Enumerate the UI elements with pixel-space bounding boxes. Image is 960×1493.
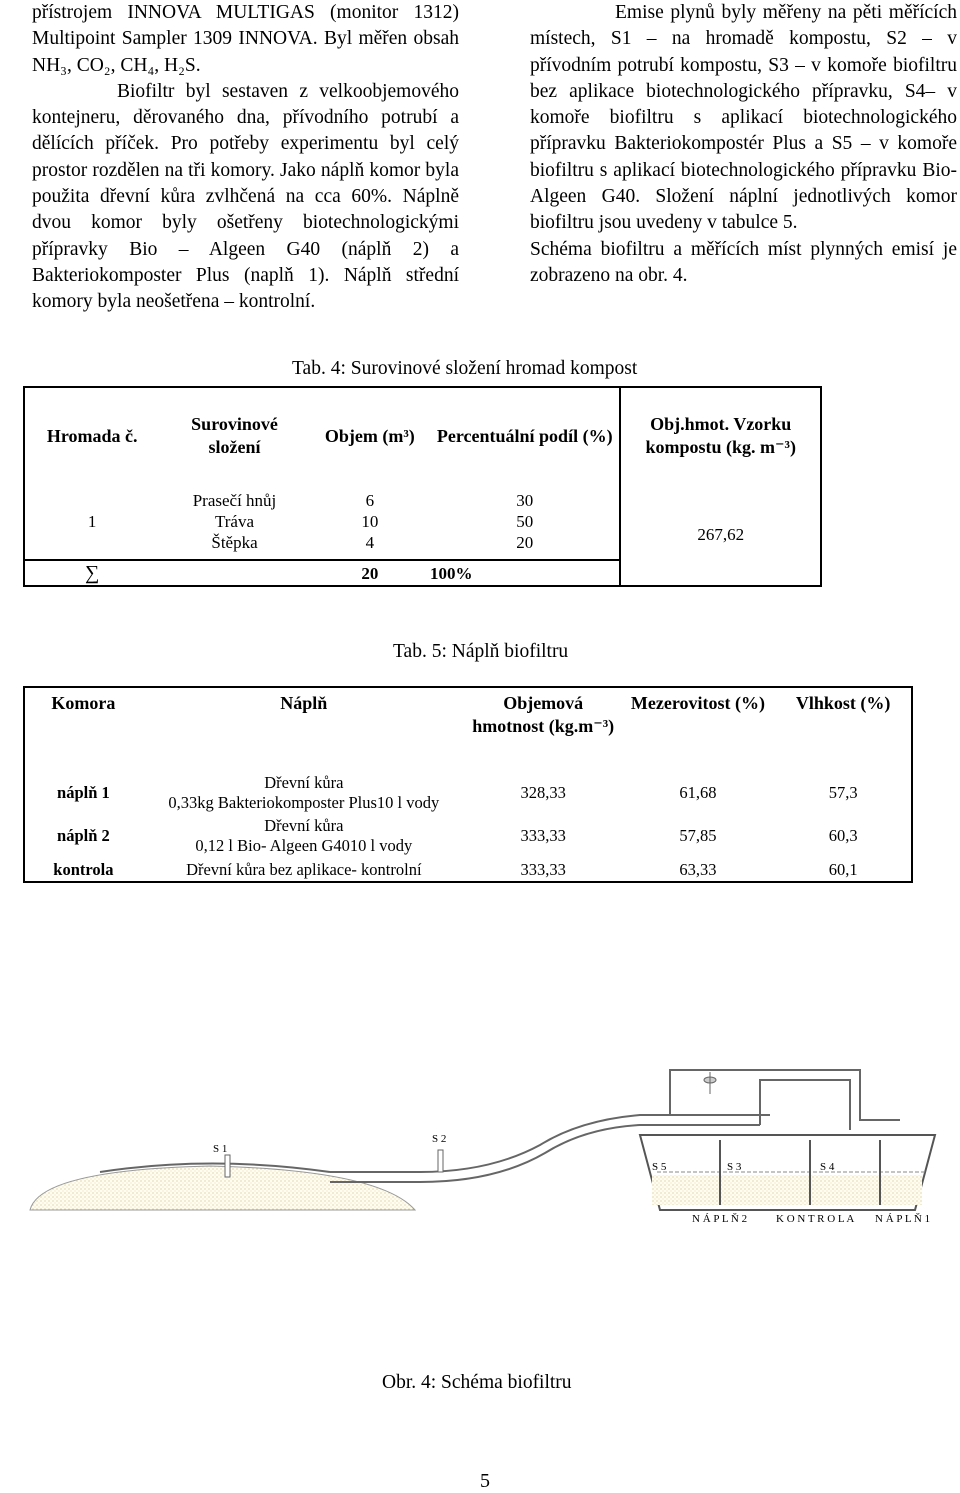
label-s2: S 2	[432, 1133, 447, 1145]
cell-moisture: 60,3	[828, 826, 858, 845]
table-header-row	[24, 387, 821, 484]
cell-percents	[430, 484, 620, 560]
cell-porosity: 57,85	[679, 826, 717, 845]
table-header-row	[24, 687, 912, 772]
cell-fill: Dřevní kůra bez aplikace- kontrolní	[186, 859, 422, 879]
table-biofilter-fill	[23, 686, 913, 883]
sum-symbol: ∑	[24, 560, 159, 586]
label-fill1: N Á P L Ň 1	[875, 1213, 931, 1225]
label-fill2: N Á P L Ň 2	[692, 1213, 748, 1225]
material-item: Tráva	[214, 512, 255, 531]
table5-caption: Tab. 5: Náplň biofiltru	[393, 641, 569, 662]
cell-porosity: 61,68	[679, 783, 717, 802]
th-percent: Percentuální podíl (%)	[436, 425, 613, 446]
label-control: K O N T R O L A	[776, 1213, 855, 1225]
s1-probe	[225, 1155, 230, 1177]
percent-item: 50	[516, 512, 534, 531]
th-composition: Surovinové složení	[191, 414, 278, 457]
th-volume: Objem (m³)	[324, 425, 415, 446]
left-column	[32, 0, 459, 316]
th-density: Obj.hmot. Vzorku kompostu (kg. m⁻³)	[620, 387, 821, 484]
cell-density: 267,62	[620, 484, 821, 586]
paragraph-emissions: Emise plynů byly měřeny na pěti měřících místech, S1 – na hromadě kompostu, S2 – v přívodním potrubí kompostu, S3 – v komoře biofiltru bez aplikace biotechnologického přípravku, S4– v komoře biofiltru s aplikací biotechnologického přípravku Bakteriokompostér Plus a S5 – v komoře biofiltru s aplikací biotechnologického přípravku Bio-Algeen G40. Složení náplní jednotlivých komor biofiltru jsou uvedeny v tabulce 5.	[530, 2, 957, 234]
volume-item: 4	[365, 533, 375, 552]
cell-fill	[142, 814, 466, 858]
table-row	[24, 772, 912, 814]
supply-pipe	[330, 1115, 770, 1172]
material-item: Prasečí hnůj	[192, 491, 277, 510]
table-row	[24, 484, 821, 560]
cell-materials	[159, 484, 309, 560]
th-porosity: Mezerovitost (%)	[630, 693, 765, 713]
fill-top: Dřevní kůra	[264, 773, 344, 792]
supply-pipe-inner	[330, 1125, 760, 1182]
page-number: 5	[480, 1470, 490, 1492]
fill-bottom: 0,12 l Bio- Algeen G4010 l vody	[195, 836, 413, 855]
cell-volumes	[310, 484, 430, 560]
th-moisture: Vlhkost (%)	[795, 693, 891, 713]
cell-chamber: náplň 2	[57, 826, 110, 845]
table-row	[24, 814, 912, 858]
percent-item: 30	[516, 491, 534, 510]
label-s1: S 1	[213, 1143, 228, 1155]
cell-density: 328,33	[520, 783, 566, 802]
figure-caption: Obr. 4: Schéma biofiltru	[382, 1372, 572, 1393]
sum-volume: 20	[310, 560, 430, 586]
biofilter-schema-diagram	[20, 1060, 950, 1240]
label-s4: S 4	[820, 1161, 835, 1173]
th-chamber: Komora	[51, 693, 116, 713]
percent-item: 20	[516, 533, 534, 552]
label-s3: S 3	[727, 1161, 742, 1173]
th-density: Objemová hmotnost (kg.m⁻³)	[472, 693, 615, 736]
top-duct	[670, 1070, 900, 1120]
s2-probe	[438, 1150, 443, 1172]
fill-bottom: 0,33kg Bakteriokomposter Plus10 l vody	[168, 793, 440, 812]
cell-heap: 1	[87, 512, 97, 531]
paragraph-schema-ref: Schéma biofiltru a měřících míst plynných emisí je zobrazeno na obr. 4.	[530, 238, 957, 286]
sum-empty	[159, 560, 309, 586]
paragraph-biofilter: Biofiltr byl sestaven z velkoobjemového kontejneru, děrovaného dna, přívodního potrubí a dělících příček. Pro potřeby experimentu byl celý prostor rozdělen na tři komory. Jako náplň komor byla použita dřevní kůra zvlhčená na cca 60%. Náplně dvou komor byly ošetřeny biotechnologickými přípravky Bio – Algeen G40 (náplň 2) a Bakteriokomposter Plus (naplň 1). Náplň střední komory byla neošetřena – kontrolní.	[32, 80, 459, 313]
cell-chamber: náplň 1	[57, 783, 110, 802]
container-fill	[652, 1175, 922, 1205]
cell-density: 333,33	[520, 859, 566, 879]
cell-density: 333,33	[520, 826, 566, 845]
sum-percent: 100%	[430, 560, 620, 586]
label-s5: S 5	[652, 1161, 667, 1173]
right-column	[530, 0, 957, 289]
fill-top: Dřevní kůra	[264, 816, 344, 835]
table-row	[24, 858, 912, 882]
cell-moisture: 57,3	[828, 783, 858, 802]
paragraph-instrument: přístrojem INNOVA MULTIGAS (monitor 1312) Multipoint Sampler 1309 INNOVA. Byl měřen obsah NH₃, CO₂, CH₄, H₂S.	[32, 2, 459, 76]
th-heap: Hromada č.	[46, 425, 138, 446]
cell-porosity: 63,33	[679, 859, 717, 879]
fan-icon	[704, 1072, 716, 1094]
material-item: Štěpka	[211, 533, 258, 552]
volume-item: 10	[361, 512, 379, 531]
volume-item: 6	[365, 491, 375, 510]
cell-fill	[142, 772, 466, 814]
th-fill: Náplň	[280, 693, 328, 713]
table4-caption: Tab. 4: Surovinové složení hromad kompost	[292, 358, 638, 379]
table-composition	[23, 386, 822, 587]
cell-moisture: 60,1	[828, 859, 858, 879]
cell-chamber: kontrola	[53, 859, 114, 879]
